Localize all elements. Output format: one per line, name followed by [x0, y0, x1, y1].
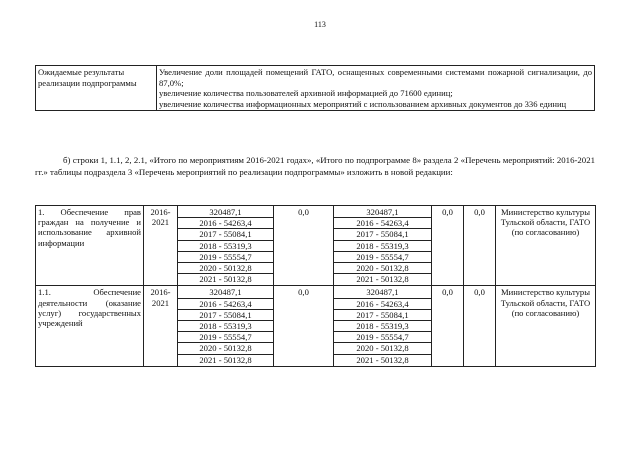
measure-other: 0,0: [464, 206, 496, 286]
measure-other: 0,0: [464, 286, 496, 366]
measure-total2: 320487,1: [366, 287, 399, 298]
measure-year2: 2016 - 54263,4: [334, 217, 431, 228]
measure-year2: 2018 - 55319,3: [334, 240, 431, 251]
measure-year2: 2021 - 50132,8: [334, 273, 431, 284]
measure-year: 2016 - 54263,4: [178, 217, 273, 228]
expected-results-values: [157, 66, 595, 111]
measure-year: 2020 - 50132,8: [178, 262, 273, 273]
expected-results-label: Ожидаемые результаты реализации подпрограммы: [36, 66, 157, 111]
table-row: [36, 206, 596, 286]
measure-year: 2020 - 50132,8: [178, 342, 273, 353]
measure-total2-cell: [334, 286, 432, 366]
measure-name: 1.1. Обеспечение деятельности (оказание услуг) государственных учреждений: [36, 286, 144, 366]
result-line: увеличение количества информационных мероприятий с использованием архивных документов до 336 единиц: [159, 98, 567, 109]
measure-year2: 2017 - 55084,1: [334, 228, 431, 239]
measure-name: 1. Обеспечение прав граждан на получение и использование архивной информации: [36, 206, 144, 286]
measure-year2: 2018 - 55319,3: [334, 320, 431, 331]
measure-total: 320487,1: [209, 207, 242, 217]
measure-total: 320487,1: [209, 287, 242, 298]
measure-year: 2017 - 55084,1: [178, 309, 273, 320]
intro-paragraph: [35, 155, 595, 178]
measure-year2: 2019 - 55554,7: [334, 251, 431, 262]
measure-year2: 2020 - 50132,8: [334, 262, 431, 273]
measure-executor: Министерство культуры Тульской области, ГАТО (по согласованию): [496, 206, 596, 286]
measure-period: 2016-2021: [144, 206, 178, 286]
measure-period: 2016-2021: [144, 286, 178, 366]
measure-total-cell: [178, 286, 274, 366]
measure-year: 2021 - 50132,8: [178, 354, 273, 365]
result-line: увеличение количества пользователей архивной информацией до 71600 единиц;: [159, 88, 453, 98]
measure-fed: 0,0: [274, 286, 334, 366]
measure-year: 2017 - 55084,1: [178, 228, 273, 239]
page-number: 113: [314, 20, 326, 29]
result-line: Увеличение доли площадей помещений ГАТО, оснащенных современными системами пожарной сигнализации, до 87,0%;: [159, 67, 592, 88]
measure-year: 2018 - 55319,3: [178, 320, 273, 331]
measure-total2-cell: [334, 206, 432, 286]
measure-year2: 2019 - 55554,7: [334, 331, 431, 342]
measure-year: 2019 - 55554,7: [178, 251, 273, 262]
measure-total2: 320487,1: [366, 207, 399, 217]
intro-text: б) строки 1, 1.1, 2, 2.1, «Итого по мероприятиям 2016-2021 годах», «Итого по подпрограмме 8» раздела 2 «Перечень мероприятий: 2016-2021 гг.» таблицы подраздела 3 «Перечень мероприятий по реализации подпрограммы» изложить в новой редакции:: [35, 155, 595, 177]
measure-total-cell: [178, 206, 274, 286]
table-row: [36, 286, 596, 366]
measure-year2: 2017 - 55084,1: [334, 309, 431, 320]
measure-year2: 2020 - 50132,8: [334, 342, 431, 353]
measures-table: [35, 205, 596, 367]
measure-local: 0,0: [432, 206, 464, 286]
measure-local: 0,0: [432, 286, 464, 366]
measure-year: 2016 - 54263,4: [178, 298, 273, 309]
measure-year: 2019 - 55554,7: [178, 331, 273, 342]
measure-year2: 2016 - 54263,4: [334, 298, 431, 309]
measure-executor: Министерство культуры Тульской области, ГАТО (по согласованию): [496, 286, 596, 366]
measure-year: 2018 - 55319,3: [178, 240, 273, 251]
expected-results-table: [35, 65, 595, 111]
measure-year: 2021 - 50132,8: [178, 273, 273, 284]
measure-fed: 0,0: [274, 206, 334, 286]
measure-year2: 2021 - 50132,8: [334, 354, 431, 365]
expected-results-row: [36, 66, 595, 111]
